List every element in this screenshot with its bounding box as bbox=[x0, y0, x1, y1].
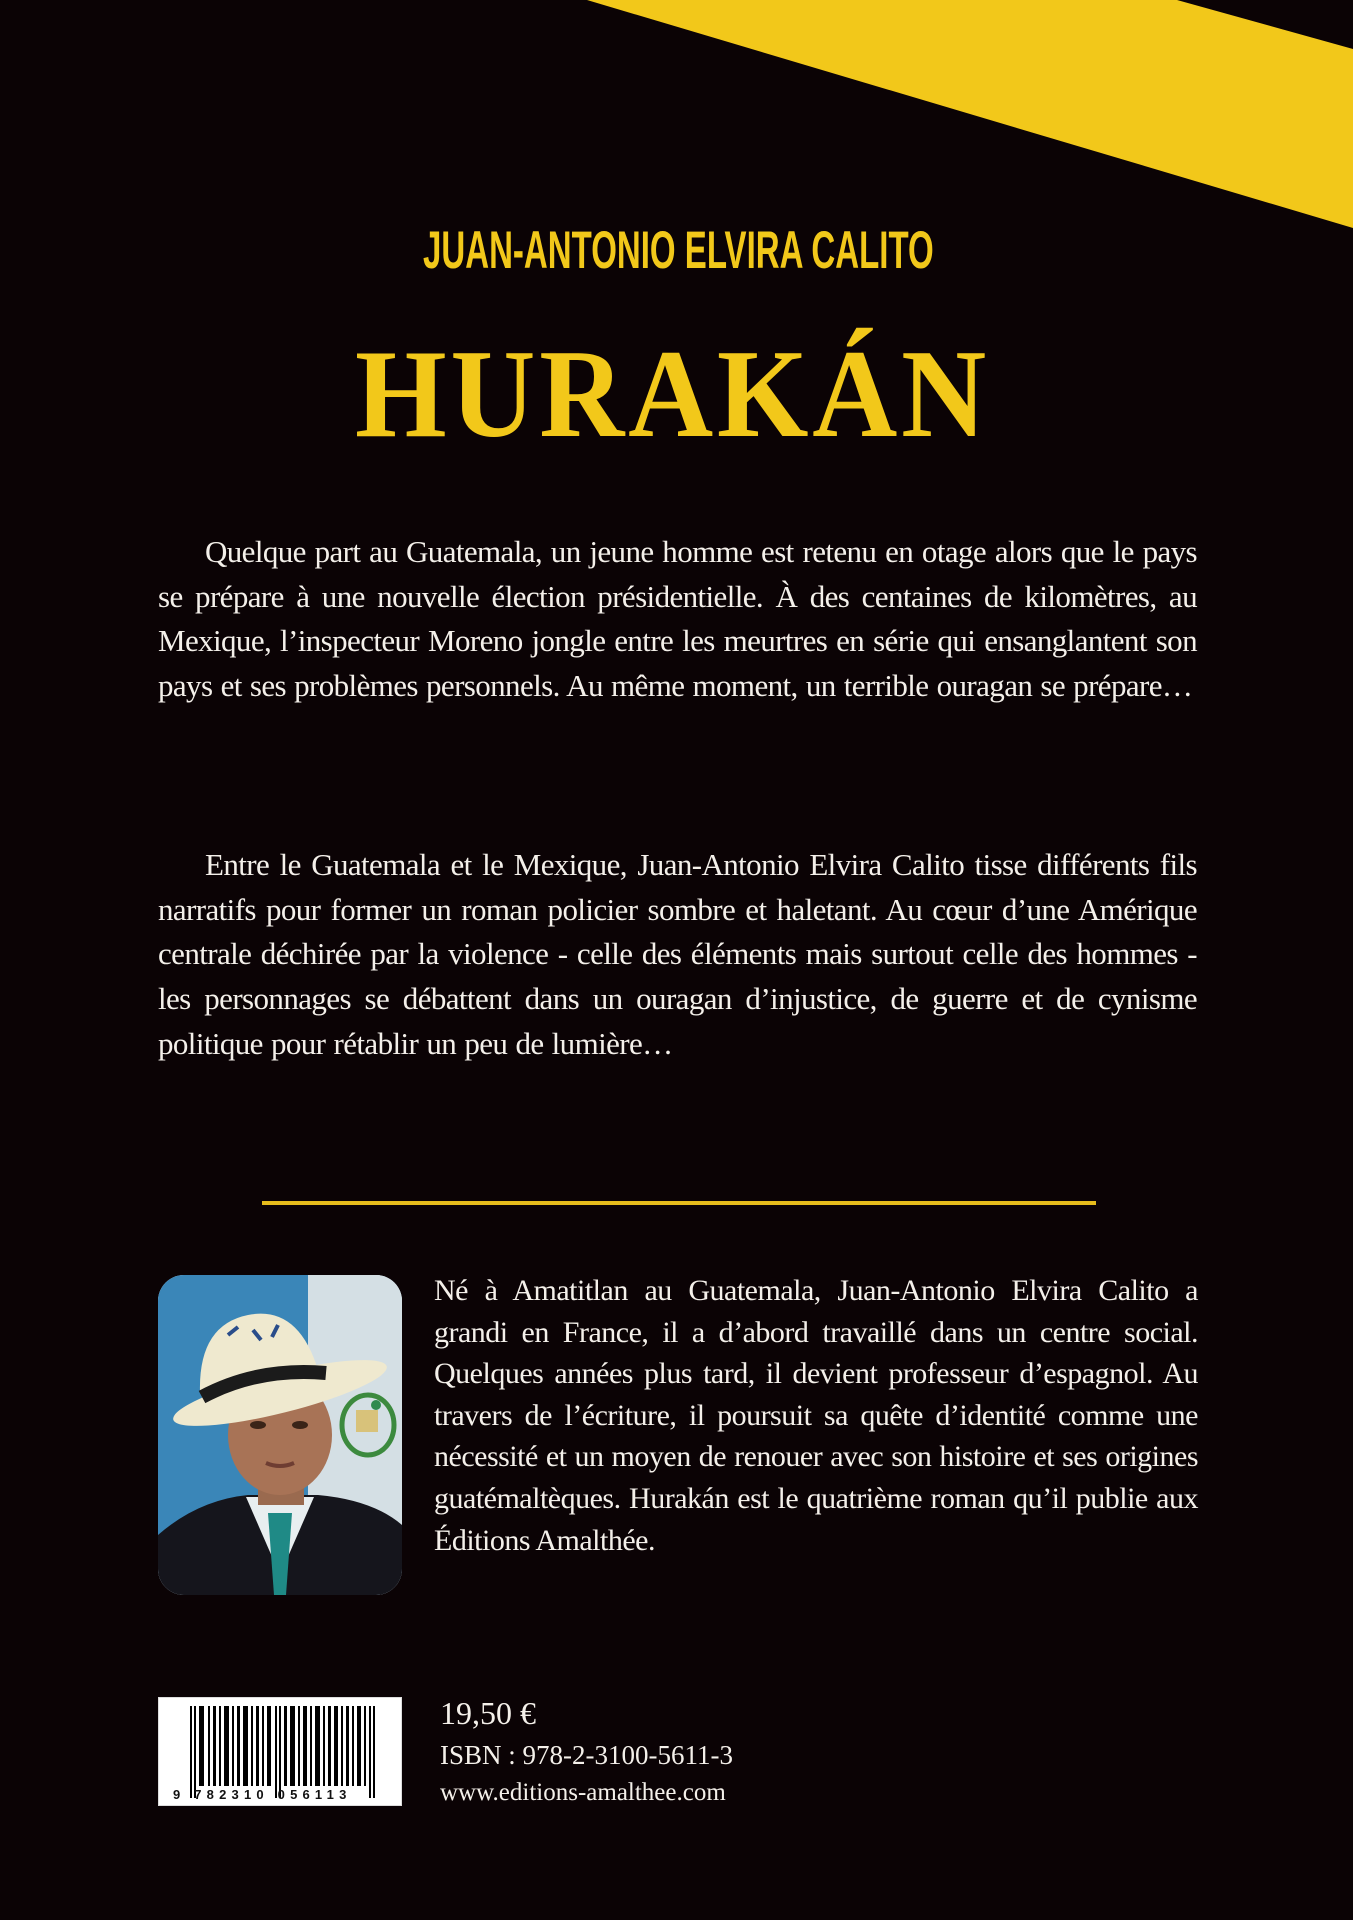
synopsis-paragraph-2 bbox=[158, 843, 1197, 1067]
price-label: 19,50 € bbox=[440, 1695, 536, 1731]
section-divider bbox=[262, 1201, 1096, 1205]
author-biography: Né à Amatitlan au Guatemala, Juan-Antonio Elvira Calito a grandi en France, il a d’abord travaillé dans un centre social. Quelques années plus tard, il devient professeur d’espagnol. Au travers de l’écriture, il poursuit sa quête d’identité comme une nécessité et un moyen de renouer avec son histoire et ses origines guatémaltèques. Hurakán est le quatrième roman qu’il publie aux Éditions Amalthée. bbox=[434, 1274, 1198, 1557]
author-name: JUAN-ANTONIO ELVIRA CALITO bbox=[423, 221, 934, 280]
author-photo bbox=[158, 1275, 402, 1595]
synopsis-paragraph-1-text: Quelque part au Guatemala, un jeune homme est retenu en otage alors que le pays se prépare à une nouvelle élection présidentielle. À des centaines de kilomètres, au Mexique, l’inspecteur Moreno jongle entre les meurtres en série qui ensanglantent son pays et ses problèmes personnels. Au même moment, un terrible ouragan se prépare… bbox=[158, 534, 1197, 704]
synopsis-paragraph-1 bbox=[158, 530, 1197, 709]
isbn-barcode bbox=[158, 1697, 402, 1806]
book-title: HURAKÁN bbox=[355, 325, 990, 464]
author-portrait-illustration bbox=[158, 1275, 402, 1595]
synopsis-paragraph-2-text: Entre le Guatemala et le Mexique, Juan-Antonio Elvira Calito tisse différents fils narratifs pour former un roman policier sombre et haletant. Au cœur d’une Amérique centrale déchirée par la violence - celle des éléments mais surtout celle des hommes - les personnages se débattent dans un ouragan d’injustice, de guerre et de cynisme politique pour rétablir un peu de lumière… bbox=[158, 847, 1197, 1061]
publisher-website: www.editions-amalthee.com bbox=[440, 1779, 726, 1806]
barcode-digits: 9 782310 056113 bbox=[173, 1787, 352, 1802]
isbn-label: ISBN : 978-2-3100-5611-3 bbox=[440, 1740, 733, 1770]
